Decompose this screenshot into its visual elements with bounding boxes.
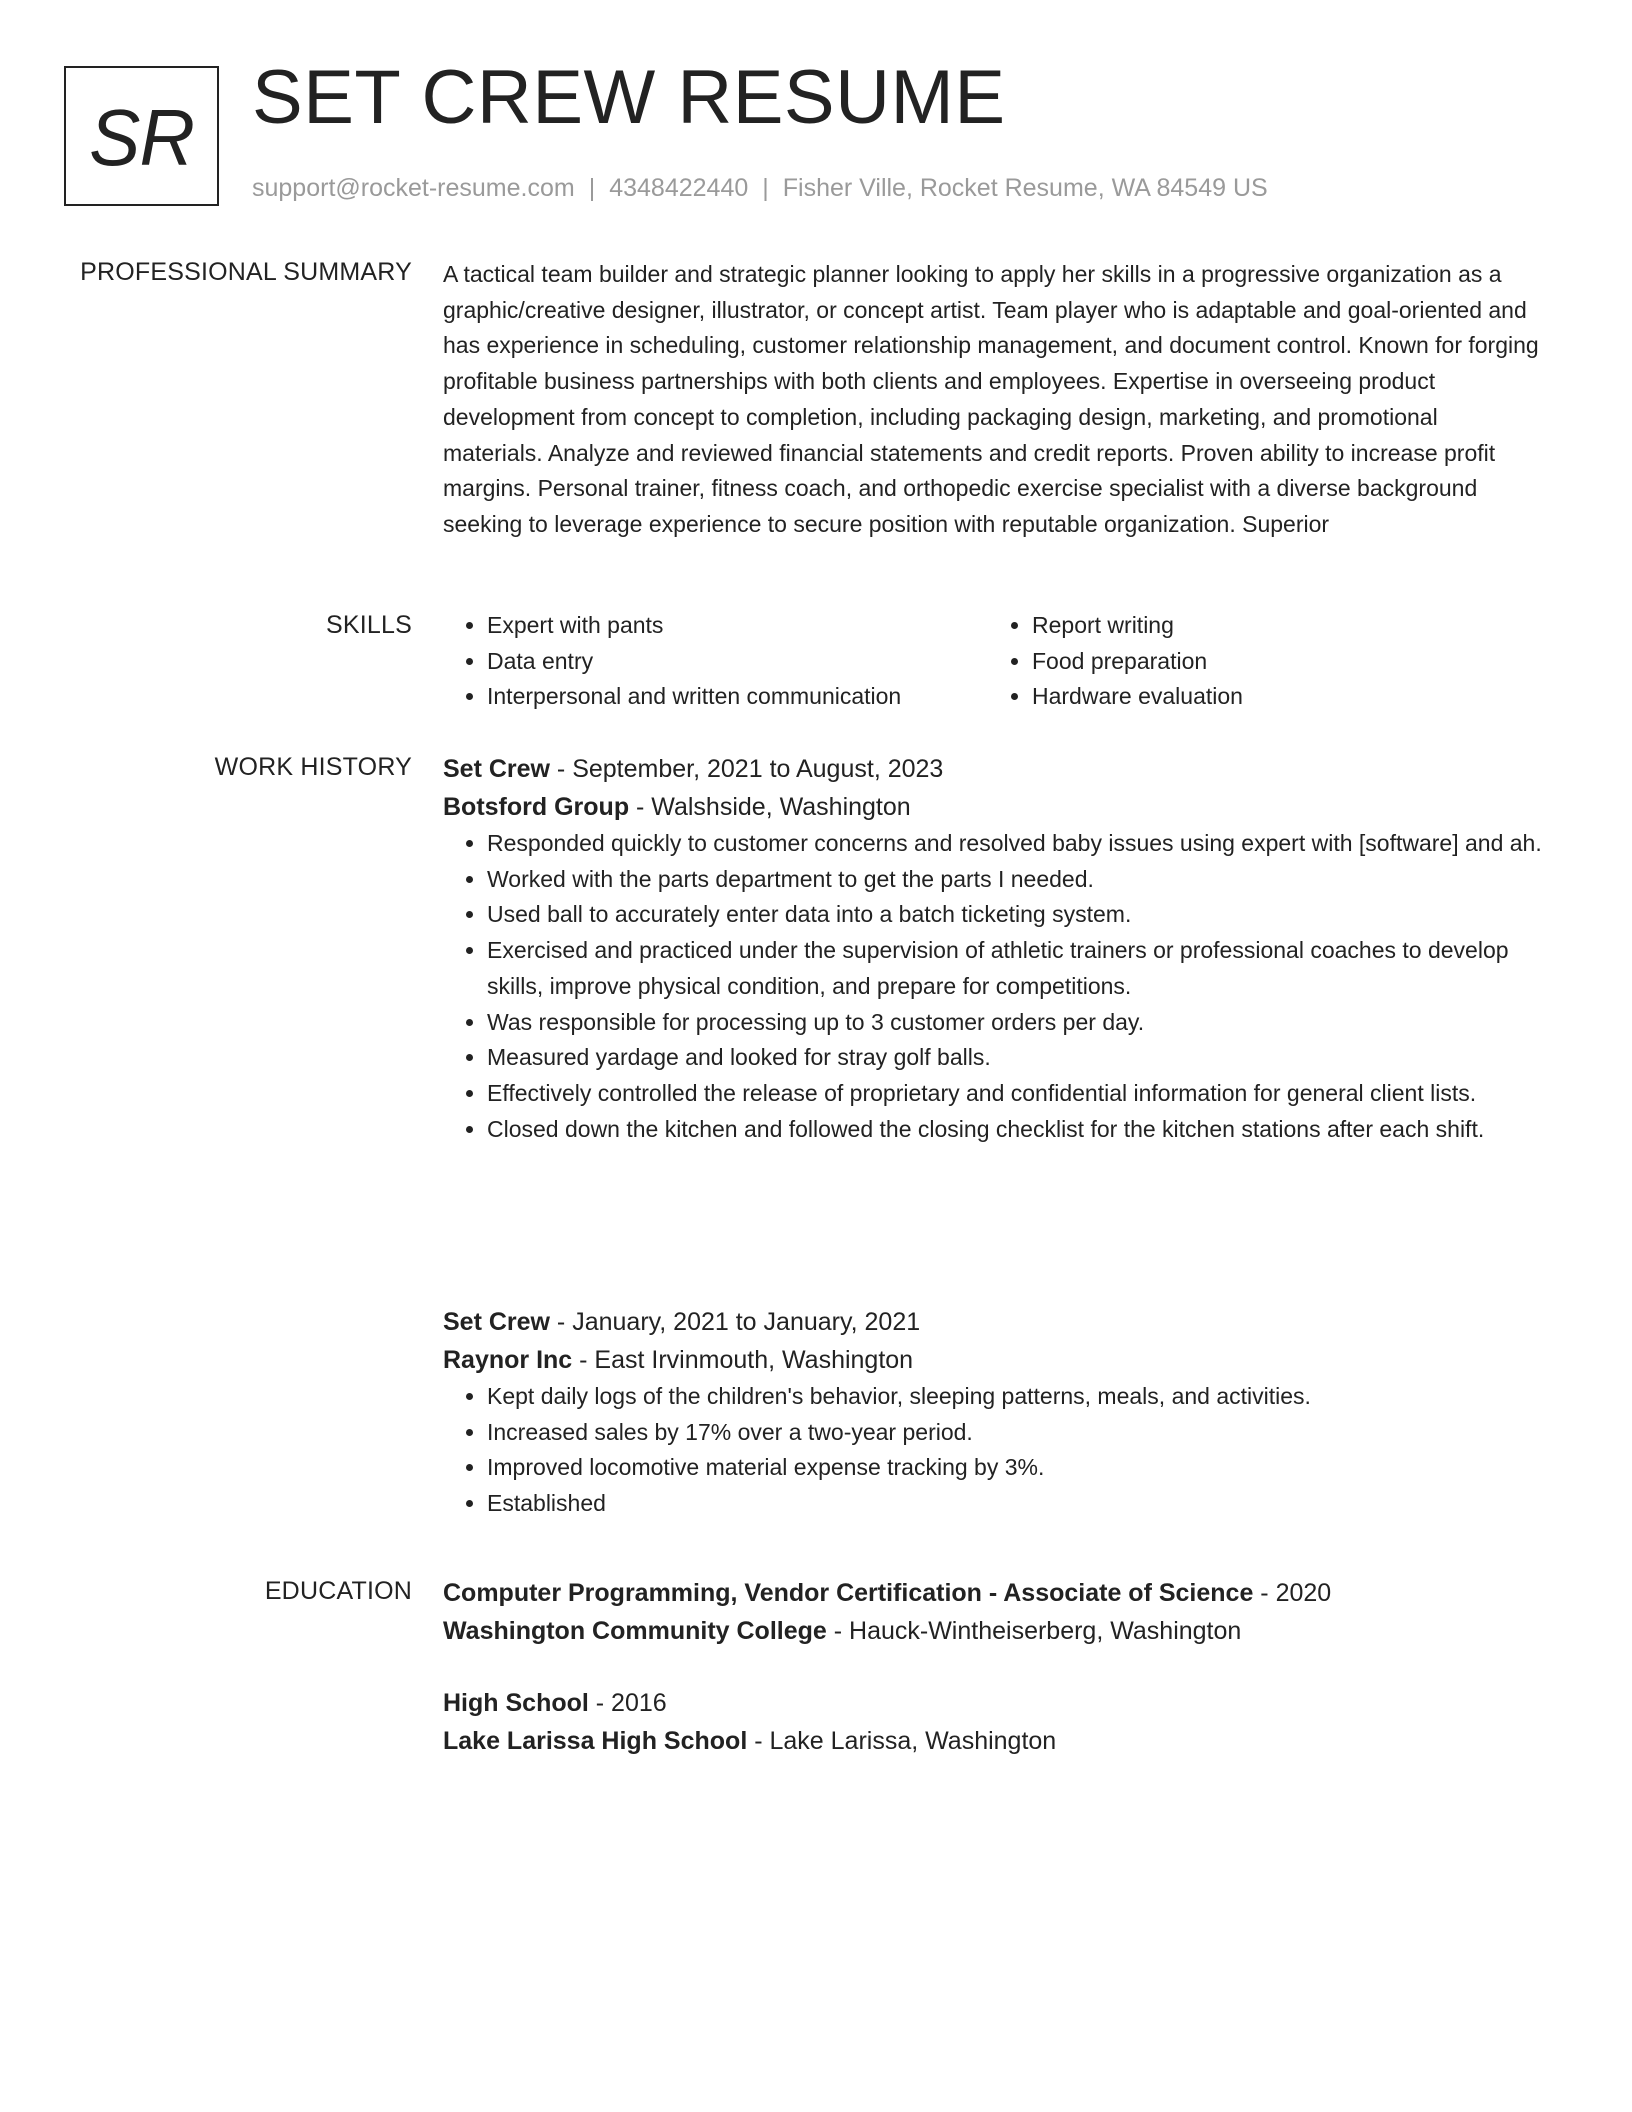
contact-separator: | xyxy=(762,174,769,202)
job-company: Botsford Group xyxy=(443,793,630,821)
monogram-initials: SR xyxy=(89,93,194,182)
skills-heading: SKILLS xyxy=(326,611,412,639)
contact-line xyxy=(252,172,1268,204)
contact-address: Fisher Ville, Rocket Resume, WA 84549 US xyxy=(782,174,1268,202)
education-heading: EDUCATION xyxy=(264,1577,412,1605)
education-school: Lake Larissa High School xyxy=(443,1727,748,1755)
job-bullet: • Kept daily logs of the children's behavior, sleeping patterns, meals, and activities. xyxy=(487,1379,1543,1415)
job-title-line xyxy=(443,750,1543,788)
job-bullet: • Increased sales by 17% over a two-year period. xyxy=(487,1415,1543,1451)
education-year: - 2016 xyxy=(588,1689,667,1717)
job-entry xyxy=(443,750,1543,1147)
education-school-line xyxy=(443,1612,1543,1650)
skill-item: • Data entry xyxy=(487,644,988,680)
job-bullets xyxy=(443,826,1543,1147)
job-bullet: • Measured yardage and looked for stray golf balls. xyxy=(487,1040,1543,1076)
education-degree-line xyxy=(443,1684,1543,1722)
job-title: Set Crew xyxy=(443,1308,550,1336)
contact-phone[interactable]: 4348422440 xyxy=(609,174,749,202)
skill-item: • Hardware evaluation xyxy=(1032,679,1533,715)
education-degree-line xyxy=(443,1574,1543,1612)
summary-heading: PROFESSIONAL SUMMARY xyxy=(80,258,412,286)
education-degree: Computer Programming, Vendor Certification - Associate of Science xyxy=(443,1579,1254,1607)
skill-item: • Interpersonal and written communication xyxy=(487,679,988,715)
work-history-heading: WORK HISTORY xyxy=(214,753,412,781)
job-bullet: • Exercised and practiced under the supervision of athletic trainers or professional coaches to develop skills, improve physical condition, and prepare for competitions. xyxy=(487,933,1543,1004)
job-bullets xyxy=(443,1379,1543,1522)
education-entry xyxy=(443,1684,1543,1760)
education-degree: High School xyxy=(443,1689,589,1717)
resume-title: SET CREW RESUME xyxy=(252,55,1006,140)
summary-section xyxy=(443,257,1543,543)
skills-column-right xyxy=(988,608,1533,715)
education-entry xyxy=(443,1574,1543,1650)
job-company-line xyxy=(443,1341,1543,1379)
job-location: - Walshside, Washington xyxy=(629,793,911,821)
job-title: Set Crew xyxy=(443,755,550,783)
job-bullet: • Established xyxy=(487,1486,1543,1522)
skill-item: • Report writing xyxy=(1032,608,1533,644)
education-school: Washington Community College xyxy=(443,1617,827,1645)
job-entry xyxy=(443,1303,1543,1522)
job-company: Raynor Inc xyxy=(443,1346,573,1374)
job-dates: - January, 2021 to January, 2021 xyxy=(549,1308,921,1336)
contact-email[interactable]: support@rocket-resume.com xyxy=(252,174,575,202)
job-bullet: • Improved locomotive material expense tracking by 3%. xyxy=(487,1450,1543,1486)
job-bullet: • Closed down the kitchen and followed the closing checklist for the kitchen stations after each shift. xyxy=(487,1112,1543,1148)
job-company-line xyxy=(443,788,1543,826)
education-location: - Hauck-Wintheiserberg, Washington xyxy=(826,1617,1242,1645)
education-year: - 2020 xyxy=(1253,1579,1332,1607)
skills-section xyxy=(443,608,1543,715)
skills-column-left xyxy=(443,608,988,715)
job-dates: - September, 2021 to August, 2023 xyxy=(549,755,944,783)
skill-item: • Food preparation xyxy=(1032,644,1533,680)
education-school-line xyxy=(443,1722,1543,1760)
job-title-line xyxy=(443,1303,1543,1341)
skills-grid xyxy=(443,608,1543,715)
summary-text: A tactical team builder and strategic planner looking to apply her skills in a progressive organization as a graphic/creative designer, illustrator, or concept artist. Team player who is adaptable and goal-oriented and has experience in scheduling, customer relationship management, and document control. Known for forging profitable business partnerships with both clients and employees. Expertise in overseeing product development from concept to completion, including packaging design, marketing, and promotional materials. Analyze and reviewed financial statements and credit reports. Proven ability to increase profit margins. Personal trainer, fitness coach, and orthopedic exercise specialist with a diverse background seeking to leverage experience to secure position with reputable organization. Superior xyxy=(443,261,1539,537)
contact-separator: | xyxy=(588,174,596,202)
job-bullet: • Was responsible for processing up to 3 customer orders per day. xyxy=(487,1005,1543,1041)
skill-item: • Expert with pants xyxy=(487,608,988,644)
education-location: - Lake Larissa, Washington xyxy=(747,1727,1057,1755)
monogram-box xyxy=(64,66,219,206)
job-bullet: • Worked with the parts department to get the parts I needed. xyxy=(487,862,1543,898)
job-bullet: • Responded quickly to customer concerns and resolved baby issues using expert with [software] and ah. xyxy=(487,826,1543,862)
job-location: - East Irvinmouth, Washington xyxy=(572,1346,914,1374)
job-bullet: • Used ball to accurately enter data into a batch ticketing system. xyxy=(487,897,1543,933)
job-bullet: • Effectively controlled the release of proprietary and confidential information for general client lists. xyxy=(487,1076,1543,1112)
